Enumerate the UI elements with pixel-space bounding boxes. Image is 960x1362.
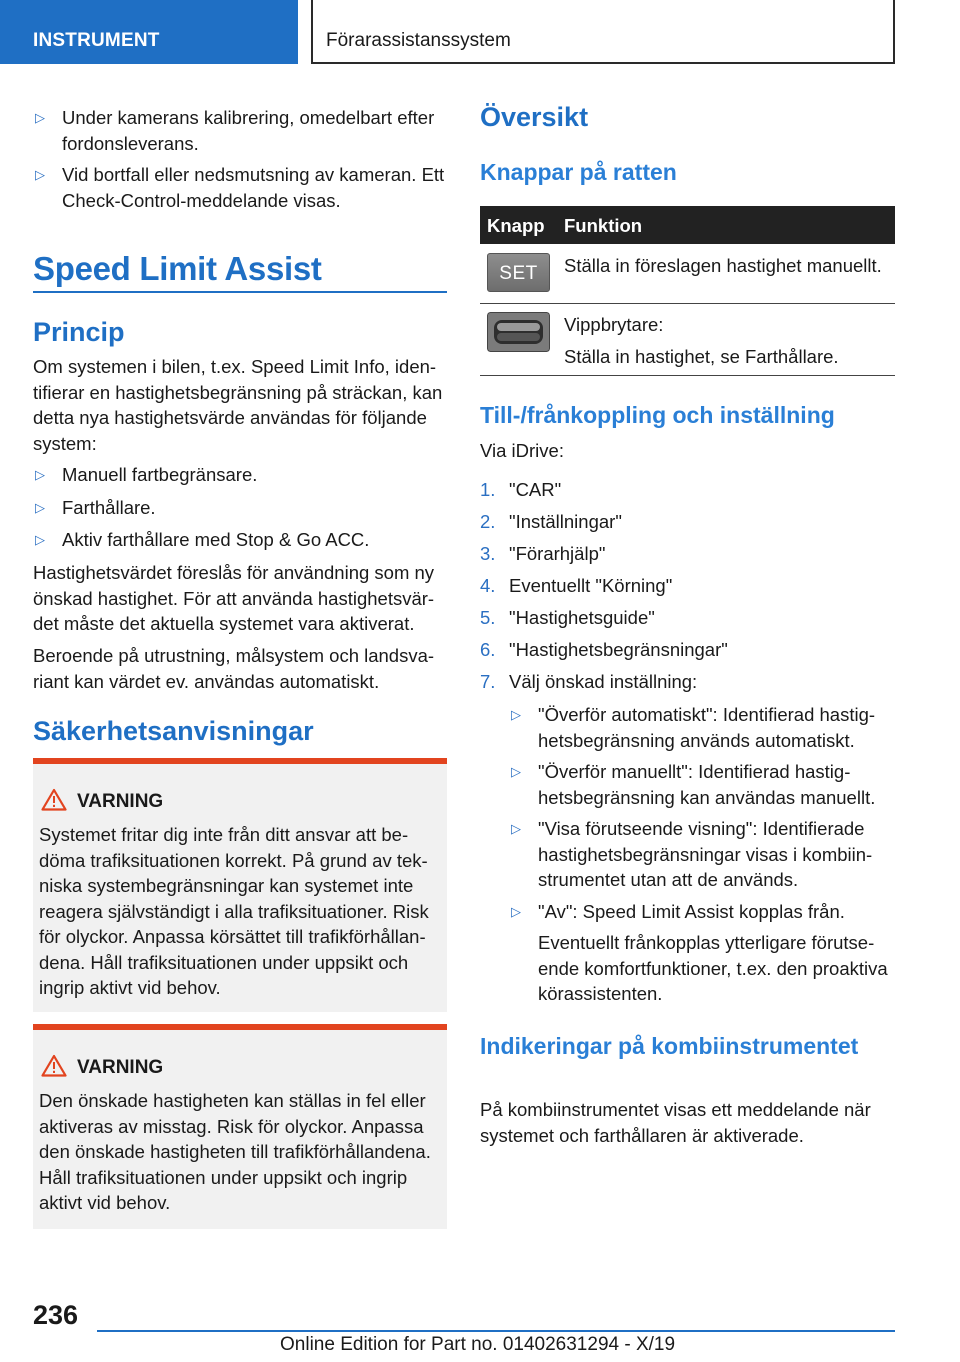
list-item: ▷ Farthållare.	[33, 495, 447, 521]
warning-text: Den önskade hastigheten kan ställas in fel eller aktiveras av misstag. Risk för olyckor. Anpassa den önskade hastigheten till trafikförhållandena. Håll trafiksituationen under uppsikt och ingrip aktivt vid behov.	[39, 1090, 431, 1213]
warning-title: VARNING	[77, 1057, 164, 1078]
triangle-bullet-icon	[35, 105, 45, 131]
triangle-bullet-icon	[511, 759, 521, 785]
buttons-heading: Knappar på ratten	[480, 159, 677, 185]
rocker-switch-icon	[487, 312, 550, 352]
overview-heading: Översikt	[480, 102, 589, 132]
function-text: Ställa in hastighet, se Farthållare.	[564, 346, 839, 367]
via-text: Via iDrive:	[480, 440, 564, 461]
indications-text: På kombiinstrumentet visas ett meddelande när systemet och farthållaren är aktiverade.	[480, 1099, 871, 1146]
section-label: INSTRUMENT	[33, 30, 160, 51]
triangle-bullet-icon	[511, 816, 521, 842]
footer-rule	[97, 1330, 895, 1332]
table-header	[480, 206, 895, 244]
function-text: Ställa in föreslagen hastighet manuellt.	[564, 255, 882, 276]
list-item: ▷ "Av": Speed Limit Assist kopplas från.	[480, 899, 895, 925]
triangle-bullet-icon	[35, 462, 45, 488]
safety-heading: Säkerhetsanvisningar	[33, 716, 314, 746]
list-item: 6. "Hastighetsbegränsningar"	[480, 639, 728, 660]
list-item: ▷ Under kamerans kalibrering, omedelbart efter fordonsleverans.	[33, 105, 447, 156]
triangle-bullet-icon	[35, 162, 45, 188]
warning-triangle-icon	[41, 788, 67, 811]
chapter-label: Förarassistanssystem	[326, 30, 511, 51]
list-item: 4. Eventuellt "Körning"	[480, 575, 673, 596]
paragraph: Hastighetsvärdet föreslås för användning som ny önskad hastighet. För att använda hastighetsvärdet måste det aktuella systemet vara aktiverat.	[33, 562, 435, 634]
steps-list	[480, 477, 895, 695]
list-item: ▷ "Överför manuellt": Identifierad hastighetsbegränsning kan användas manuellt.	[480, 759, 895, 810]
list-item: ▷ "Visa förutseende visning": Identifierade hastighetsbegränsningar visas i kombiinstrumentet utan att de används.	[480, 816, 895, 893]
section-tab	[0, 0, 298, 64]
list-item: 1. "CAR"	[480, 479, 562, 500]
options-note: Eventuellt frånkopplas ytterligare förutseende komfortfunktioner, t.ex. den proaktiva körassistenten.	[538, 932, 888, 1004]
chapter-tab	[311, 0, 895, 64]
warning-triangle-icon	[41, 1054, 67, 1077]
list-item: ▷ Vid bortfall eller nedsmutsning av kameran. Ett Check-Control-meddelande visas.	[33, 162, 447, 213]
triangle-bullet-icon	[511, 899, 521, 925]
list-item: 5. "Hastighetsguide"	[480, 607, 655, 628]
set-button-icon: SET	[487, 253, 550, 292]
title-rule	[33, 291, 447, 293]
column-header-key: Knapp	[487, 215, 545, 236]
triangle-bullet-icon	[35, 495, 45, 521]
warning-box	[33, 1024, 447, 1229]
indications-heading: Indikeringar på kombiinstrumentet	[480, 1033, 859, 1059]
warning-box	[33, 758, 447, 1012]
list-item: ▷ "Överför automatiskt": Identifierad hastighetsbegränsning används automatiskt.	[480, 702, 895, 753]
edition-text: Online Edition for Part no. 01402631294 - X/19	[280, 1334, 676, 1355]
list-item: 3. "Förarhjälp"	[480, 543, 606, 564]
function-text: Vippbrytare:	[564, 314, 664, 335]
list-item: ▷ Aktiv farthållare med Stop & Go ACC.	[33, 527, 447, 553]
list-item: ▷ Manuell fartbegränsare.	[33, 462, 447, 488]
list-item: 2. "Inställningar"	[480, 511, 622, 532]
table-row	[480, 244, 895, 304]
paragraph: Beroende på utrustning, målsystem och landsvariant kan värdet ev. användas automatiskt.	[33, 645, 435, 692]
princip-heading: Princip	[33, 317, 125, 347]
list-item: 7. Välj önskad inställning:	[480, 671, 698, 692]
options-list	[480, 702, 895, 1007]
triangle-bullet-icon	[35, 527, 45, 553]
toggle-heading: Till-/frånkoppling och inställning	[480, 402, 835, 428]
column-header-function: Funktion	[564, 215, 643, 236]
page-title: Speed Limit Assist	[33, 250, 322, 287]
page-number: 236	[33, 1300, 79, 1330]
warning-title: VARNING	[77, 791, 164, 812]
warning-text: Systemet fritar dig inte från ditt ansvar att bedöma trafiksituationen korrekt. På grund av tekniska systembegränsningar kan systemet inte reagera självständigt i alla trafiksituationer. Risk för olyckor. Anpassa körsättet till trafikförhållandena. Håll trafiksituationen under uppsikt och ingrip aktivt vid behov.	[39, 824, 429, 998]
table-row	[480, 304, 895, 376]
princip-text: Om systemen i bilen, t.ex. Speed Limit Info, identifierar en hastighetsbegränsning på sträckan, kan detta nya hastighetsvärde användas för följande system:	[33, 356, 443, 454]
triangle-bullet-icon	[511, 702, 521, 728]
